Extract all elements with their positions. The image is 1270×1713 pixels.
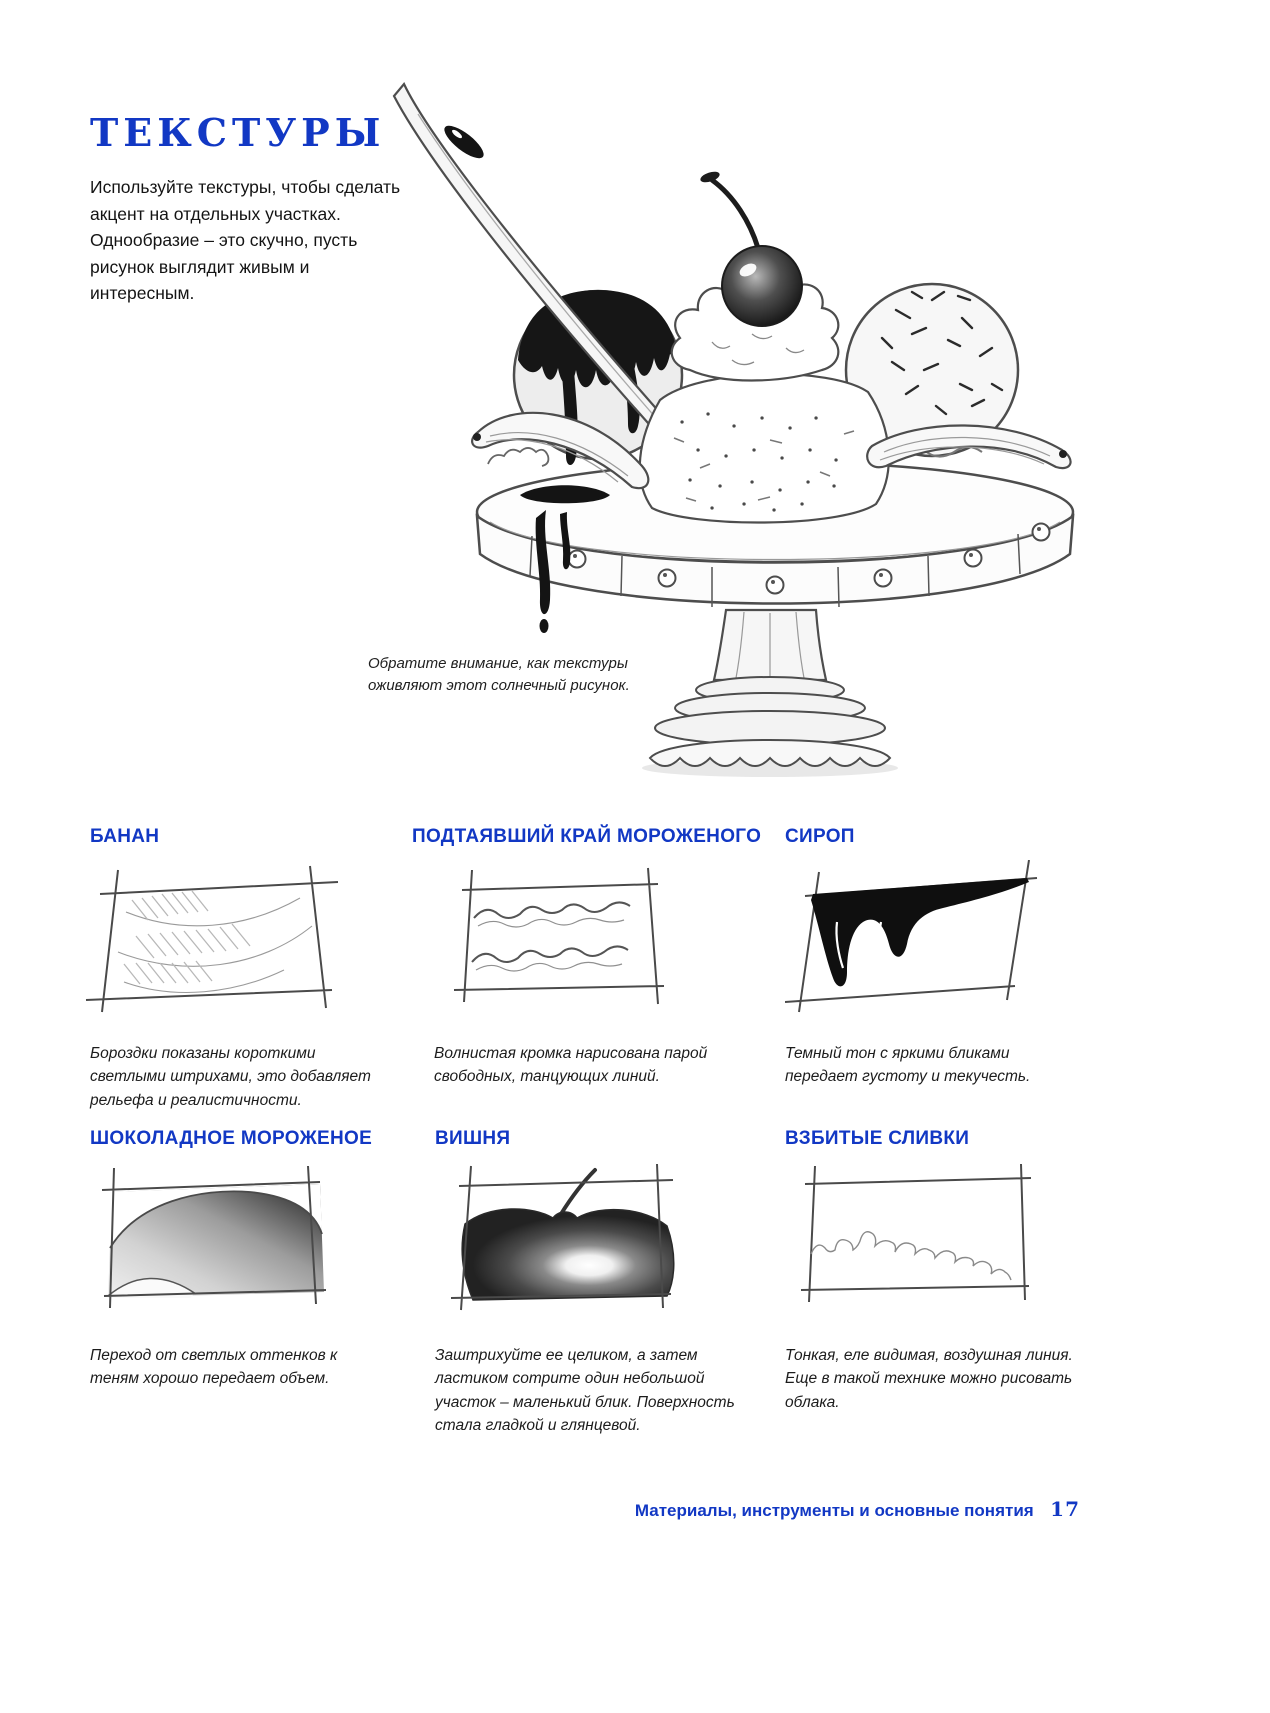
sample-caption-melted-edge: Волнистая кромка нарисована парой свободных, танцующих линий. (434, 1045, 708, 1086)
sample-heading-cherry: ВИШНЯ (435, 1128, 511, 1149)
cherry-texture-figure (433, 1162, 735, 1344)
syrup-texture-drawing (785, 860, 1055, 1030)
sample-caption-syrup: Темный тон с яркими бликами передает густоту и текучесть. (785, 1045, 1031, 1086)
texture-sample-chocolate (90, 1128, 380, 1391)
ice-cream-mound (640, 374, 889, 522)
sample-heading-banana: БАНАН (90, 826, 160, 847)
whipped-cream-texture-figure (785, 1162, 1085, 1344)
texture-sample-banana (90, 826, 390, 1112)
texture-sample-cherry (435, 1128, 735, 1437)
banana-texture-figure (84, 860, 390, 1042)
sample-caption-cherry: Заштрихуйте ее целиком, а затем ластиком сотрите один небольшой участок – маленький блик. Поверхность стала гладкой и глянцевой. (435, 1347, 735, 1434)
texture-sample-melted-edge (412, 826, 761, 1089)
footer-page-number: 17 (1050, 1497, 1080, 1521)
cherry-texture-drawing (433, 1162, 703, 1332)
chocolate-texture-drawing (90, 1162, 360, 1332)
texture-sample-syrup (785, 826, 1065, 1089)
texture-sample-whipped-cream (785, 1128, 1085, 1414)
melted-edge-texture-drawing (432, 860, 702, 1030)
sample-heading-chocolate: ШОКОЛАДНОЕ МОРОЖЕНОЕ (90, 1128, 373, 1149)
page-footer (635, 1497, 1080, 1521)
whipped-cream-texture-drawing (785, 1162, 1055, 1332)
sample-caption-banana: Бороздки показаны короткими светлыми штрихами, это добавляет рельефа и реалистичности. (90, 1045, 371, 1109)
page-title: ТЕКСТУРЫ (90, 110, 386, 155)
banana-texture-drawing (84, 860, 354, 1030)
sample-caption-whipped-cream: Тонкая, еле видимая, воздушная линия. Еще в такой технике можно рисовать облака. (785, 1347, 1073, 1411)
pedestal (642, 610, 898, 777)
intro-text: Используйте текстуры, чтобы сделать акцент на отдельных участках. Однообразие – это скучно, пусть рисунок выглядит живым и интересным. (90, 177, 401, 304)
footer-section-title: Материалы, инструменты и основные понятия (634, 1501, 1034, 1520)
illustration-caption: Обратите внимание, как текстуры оживляют этот солнечный рисунок. (368, 655, 630, 694)
melted-edge-texture-figure (432, 860, 761, 1042)
sample-heading-melted-edge: ПОДТАЯВШИЙ КРАЙ МОРОЖЕНОГО (412, 826, 762, 847)
chocolate-texture-figure (90, 1162, 380, 1344)
sample-heading-whipped-cream: ВЗБИТЫЕ СЛИВКИ (785, 1128, 970, 1149)
syrup-texture-figure (785, 860, 1065, 1042)
sample-heading-syrup: СИРОП (785, 826, 855, 847)
sample-caption-chocolate: Переход от светлых оттенков к теням хорошо передает объем. (90, 1347, 338, 1388)
